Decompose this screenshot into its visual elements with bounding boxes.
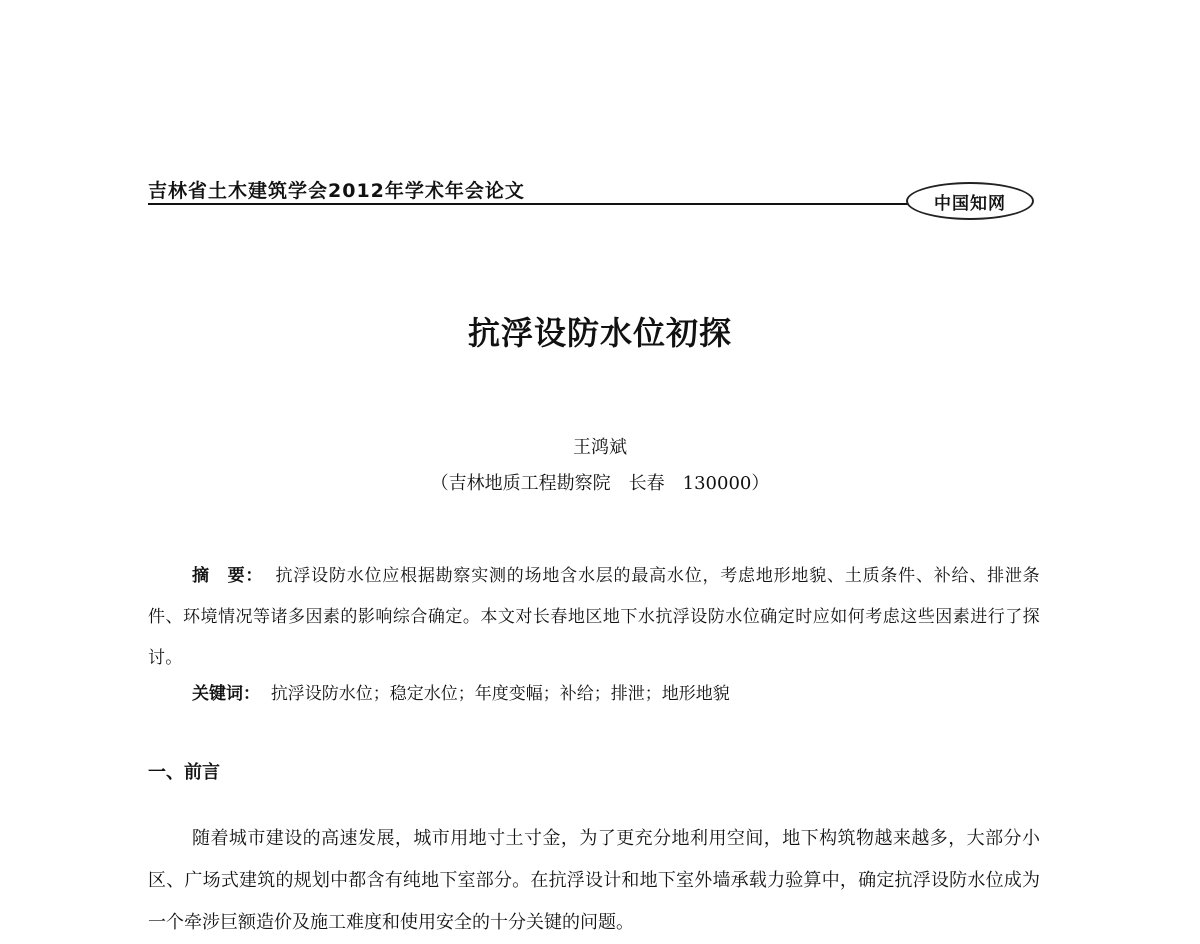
keywords-text: 抗浮设防水位；稳定水位；年度变幅；补给；排泄；地形地貌 bbox=[270, 684, 730, 704]
keywords bbox=[192, 679, 1040, 704]
author-affiliation: （吉林地质工程勘察院 长春 130000） bbox=[430, 473, 770, 494]
keywords-label: 关键词： bbox=[192, 684, 260, 704]
abstract-text: 抗浮设防水位应根据勘察实测的场地含水层的最高水位，考虑地形地貌、土质条件、补给、排泄条件、环境情况等诸多因素的影响综合确定。本文对长春地区地下水抗浮设防水位确定时应如何考虑这些因素进行了探讨。 bbox=[148, 566, 1040, 668]
abstract bbox=[148, 556, 1040, 679]
cnki-logo: 中国知网 bbox=[906, 182, 1034, 220]
body-paragraph: 随着城市建设的高速发展，城市用地寸土寸金，为了更充分地利用空间，地下构筑物越来越多，大部分小区、广场式建筑的规划中都含有纯地下室部分。在抗浮设计和地下室外墙承载力验算中，确定抗浮设防水位成为一个牵涉巨额造价及施工难度和使用安全的十分关键的问题。 bbox=[148, 828, 1040, 933]
abstract-label: 摘 要： bbox=[192, 566, 264, 586]
author-name: 王鸿斌 bbox=[573, 437, 627, 458]
journal-header: 吉林省土木建筑学会2012年学术年会论文 bbox=[148, 180, 525, 202]
paper-title: 抗浮设防水位初探 bbox=[467, 314, 732, 352]
header-rule bbox=[148, 203, 918, 205]
section-heading: 一、前言 bbox=[148, 762, 220, 783]
